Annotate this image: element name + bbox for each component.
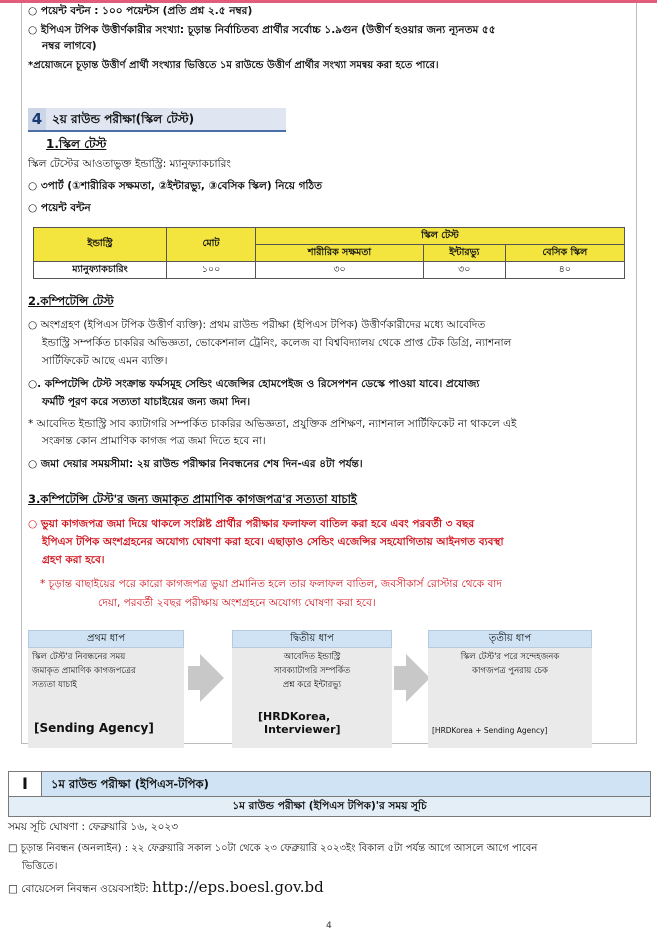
competency-line-5: ফর্মটি পূরণ করে সত্যতা যাচাইয়ের জন্য জমা দিন।	[42, 396, 251, 408]
section-1-header	[8, 771, 651, 797]
section-1-title: ১ম রাউন্ড পরীক্ষা (ইপিএস-টপিক)	[51, 777, 209, 791]
cell-basic: ৪০	[505, 262, 624, 279]
competency-deadline: ○ জমা দেয়ার সময়সীমা: ২য় রাউন্ড পরীক্ষার নিবন্ধনের শেষ দিন-এর ৪টা পর্যন্ত।	[28, 458, 363, 470]
page-number: 4	[326, 921, 332, 931]
verification-line-3: গ্রহণ করা হবে।	[42, 554, 105, 566]
step-3-text-1: স্কিল টেস্ট'র পরে সন্দেহজনক	[460, 652, 560, 662]
step-2-text-1: আবেদিত ইন্ডাস্ট্রি	[283, 652, 341, 662]
step-3-head: তৃতীয় ধাপ	[428, 630, 592, 648]
skill-test-industry: স্কিল টেস্টের আওতাভুক্ত ইন্ডাস্ট্রি: ম্যানুফ্যাকচারিং	[28, 158, 231, 170]
schedule-announce: সময় সূচি ঘোষণা : ফেব্রুয়ারি ১৬, ২০২৩	[8, 821, 179, 833]
table-header-row	[34, 228, 625, 245]
eps-pass-count-line-cont: নম্বর লাগবে)	[42, 40, 97, 52]
skill-test-parts: ○ ৩পার্ট (①শারীরিক সক্ষমতা, ②ইন্টারভ্যু, ③বেসিক স্কিল) নিয়ে গঠিত	[28, 180, 322, 192]
step-1-text-2: জমাকৃত প্রামাণিক কাগজপত্রের	[32, 666, 136, 676]
skill-test-heading: 1.স্কিল টেস্ট	[46, 137, 107, 151]
website-label: □ বোয়েসেল নিবন্ধন ওয়েবসাইট:	[8, 883, 149, 895]
cell-physical: ৩০	[256, 262, 424, 279]
flow-step-1	[28, 630, 184, 748]
step-1-text-3: সত্যতা যাচাই	[32, 680, 77, 690]
verification-line-2: ইপিএস টপিক অংশগ্রহনের অযোগ্য ঘোষণা করা হবে। এছাড়াও সেন্ডিং এজেন্সির সহযোগিতায় আইনগত ব্যবস্থা	[42, 536, 504, 548]
step-2-agent-1: [HRDKorea,	[258, 710, 331, 723]
step-2-text-2: সাবক্যাটাগরি সম্পর্কিত	[273, 666, 351, 676]
cell-industry: ম্যানুফ্যাকচারিং	[34, 262, 167, 279]
verification-note-1: * চূড়ান্ত বাছাইয়ের পরে কারো কাগজপত্র ভুয়া প্রমানিত হলে তার ফলাফল বাতিল, জবসীকার্স রোস্টার থেকে বাদ	[40, 578, 502, 590]
step-1-head: প্রথম ধাপ	[28, 630, 184, 648]
registration-website	[8, 880, 324, 897]
flow-step-2	[232, 630, 392, 748]
competency-line-3: সার্টিফিকেট আছে এমন ব্যক্তি।	[42, 355, 168, 367]
adjustment-note: *প্রয়োজনে চূড়ান্ত উত্তীর্ণ প্রার্থী সংখ্যার ভিত্তিতে ১ম রাউন্ডে উত্তীর্ণ প্রার্থীর সংখ্যা সমন্বয় করা হতে পারে।	[28, 60, 439, 71]
cell-interview: ৩০	[424, 262, 506, 279]
step-1-text-1: স্কিল টেস্ট'র নিবন্ধনের সময়	[32, 652, 126, 662]
flow-arrow-2	[406, 654, 430, 702]
step-2-head: দ্বিতীয় ধাপ	[232, 630, 392, 648]
section-4-header	[28, 108, 286, 132]
competency-line-1: ○ অংশগ্রহণ (ইপিএস টপিক উত্তীর্ণ ব্যক্তি): প্রথম রাউন্ড পরীক্ষা (ইপিএস টপিক) উত্তীর্ণকারীদের মধ্যে আবেদিত	[28, 319, 486, 331]
step-3-agent: [HRDKorea + Sending Agency]	[432, 726, 548, 735]
verification-line-1: ○ ভুয়া কাগজপত্র জমা দিয়ে থাকলে সংশ্লিষ্ট প্রার্থীর পরীক্ষার ফলাফল বাতিল করা হবে এবং পরবর্তী ৩ বছর	[28, 518, 475, 530]
header-skill-test: স্কিল টেস্ট	[256, 228, 625, 245]
section-1-number: I	[9, 772, 42, 796]
competency-line-6: * আবেদিত ইন্ডাস্ট্রি সাব ক্যাটাগরি সম্পর্কিত চাকরির অভিজ্ঞতা, প্রযুক্তিক প্রশিক্ষণ, ন্যাশনাল সার্টিফিকেট না থাকলে এই	[28, 418, 517, 430]
table-row	[34, 262, 625, 279]
competency-line-4: ○. কম্পিটেন্সি টেস্ট সংক্রান্ত ফর্মসমূহ সেন্ডিং এজেন্সির হোমপেইজ ও রিসেপশন ডেস্কে পাওয়া যাবে। প্রযোজ্য	[28, 378, 480, 390]
step-2-text-3: প্রশ্ন করে ইন্টারভ্যু	[282, 680, 342, 690]
section-4-number: 4	[28, 108, 46, 130]
flow-arrow-1	[200, 654, 224, 702]
header-basic-skill: বেসিক স্কিল	[505, 245, 624, 262]
competency-test-heading: 2.কম্পিটেন্সি টেস্ট	[28, 294, 114, 308]
step-2-agent-2: Interviewer]	[264, 723, 341, 736]
flow-step-3	[428, 630, 592, 748]
competency-line-2: ইন্ডাস্ট্রি সম্পর্কিত চাকরির অভিজ্ঞতা, ভোকেশনাল ট্রেনিং, কলেজ বা বিশ্ববিদ্যালয় থেকে প্রাপ্ত টেক ডিগ্রি, ন্যাশনাল	[42, 337, 512, 349]
header-interview: ইন্টারভ্যু	[424, 245, 506, 262]
step-1-agent: [Sending Agency]	[34, 721, 154, 735]
competency-line-7: সংক্রান্ত কোন প্রামাণিক কাগজ পত্র জমা দিতে হবে না।	[42, 435, 266, 447]
eps-pass-count-line: ○ ইপিএস টপিক উত্তীর্ণকারীর সংখ্যা: চূড়ান্ত নির্বাচিতব্য প্রার্থীর সর্বোচ্চ ১.৯গুন (উত্তীর্ণ হওয়ার জন্য ন্যূনতম ৫৫	[28, 24, 496, 36]
step-3-text-2: কাগজপত্র পুনরায় চেক	[472, 666, 548, 676]
final-registration-cont: ভিত্তিতে।	[22, 861, 58, 872]
schedule-heading: ১ম রাউন্ড পরীক্ষা (ইপিএস টপিক)'র সময় সূচি	[8, 797, 651, 817]
point-distribution-line: ○ পয়েন্ট বন্টন : ১০০ পয়েন্টস (প্রতি প্রশ্ন ২.৫ নম্বর)	[28, 5, 253, 17]
skill-test-table	[33, 227, 625, 279]
verification-note-2: দেয়া, পরবর্তী ২বছর পরীক্ষায় অংশগ্রহনে অযোগ্য ঘোষণা করা হবে।	[98, 597, 376, 609]
skill-point-distribution: ○ পয়েন্ট বন্টন	[28, 202, 91, 214]
header-total: মোট	[167, 228, 256, 262]
final-registration: □ চূড়ান্ত নিবন্ধন (অনলাইন) : ২২ ফেব্রুয়ারি সকাল ১০টা থেকে ২৩ ফেব্রুয়ারি ২০২৩ইং বিকাল ৫টা পর্যন্ত আগে আসলে আগে পাবেন	[8, 843, 538, 854]
header-physical: শারীরিক সক্ষমতা	[256, 245, 424, 262]
website-link[interactable]: http://eps.boesl.gov.bd	[152, 878, 324, 896]
header-industry: ইন্ডাস্ট্রি	[34, 228, 167, 262]
section-4-title: ২য় রাউন্ড পরীক্ষা(স্কিল টেস্ট)	[52, 112, 195, 126]
cell-total: ১০০	[167, 262, 256, 279]
verification-heading: 3.কম্পিটেন্সি টেস্ট'র জন্য জমাকৃত প্রামাণিক কাগজপত্র'র সত্যতা যাচাই	[28, 492, 357, 506]
